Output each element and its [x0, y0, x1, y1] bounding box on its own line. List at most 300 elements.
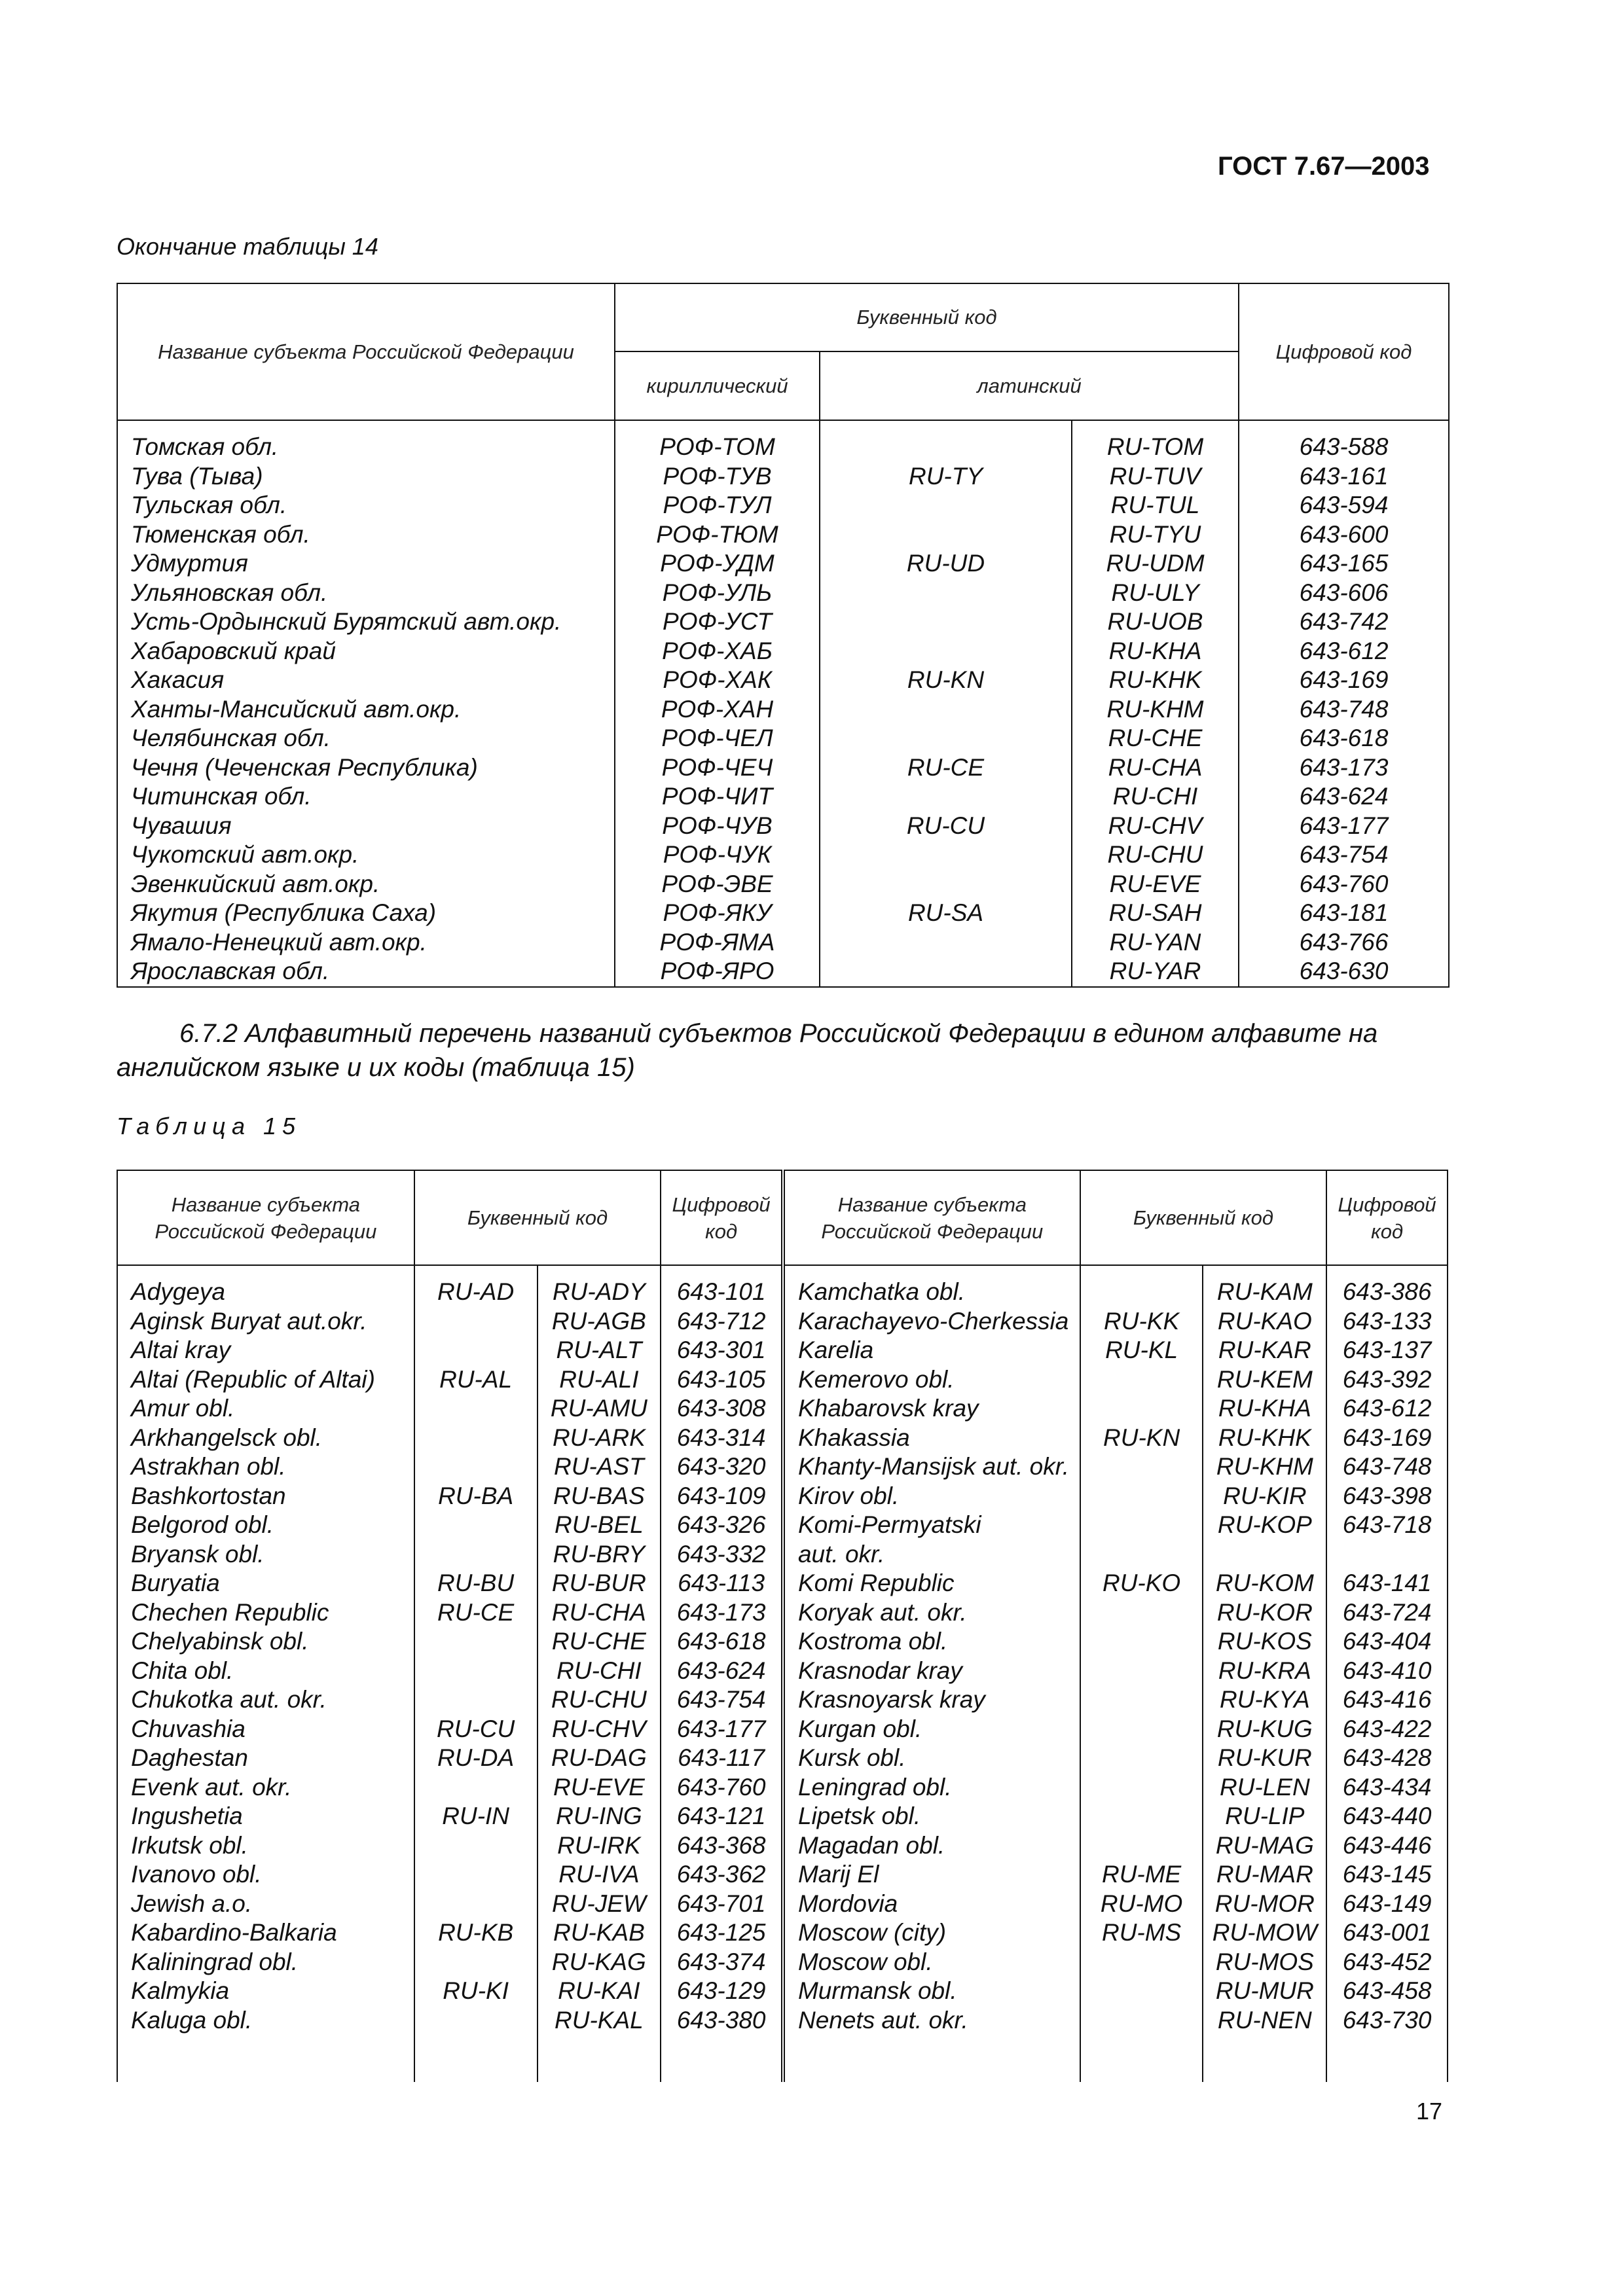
t15-cell-ln: Astrakhan obl. — [117, 1452, 414, 1482]
t14-cell-num: 643-612 — [1239, 637, 1449, 666]
t14-cell-num: 643-742 — [1239, 607, 1449, 637]
t14-cell-name: Тульская обл. — [117, 491, 615, 520]
t15-cell-la2 — [414, 1685, 538, 1715]
t14-cell-lat2 — [820, 607, 1072, 637]
t15-cell-ln: Belgorod obl. — [117, 1511, 414, 1540]
t15-row — [117, 1569, 1448, 1598]
t15-cell-ra2 — [1080, 1365, 1203, 1395]
t15-cell-ra2 — [1080, 1977, 1203, 2006]
t14-cell-cyr: РОФ-ЧЕЛ — [615, 724, 820, 753]
t14-cell-name: Чечня (Чеченская Республика) — [117, 753, 615, 783]
t15-cell-ra3: RU-KRA — [1203, 1657, 1326, 1686]
t15-tail — [117, 2035, 1448, 2082]
t15-cell-ra2: RU-MS — [1080, 1918, 1203, 1948]
t15-cell-ln: Chuvashia — [117, 1715, 414, 1744]
t14-cell-cyr: РОФ-ТОМ — [615, 433, 820, 462]
t15-spacer — [117, 1265, 1448, 1278]
t15-cell-ra2 — [1080, 1452, 1203, 1482]
t15-row — [117, 1948, 1448, 1977]
t14-cell-lat2 — [820, 520, 1072, 550]
t15-cell-ln_num: 643-314 — [661, 1424, 783, 1453]
t15-row — [117, 1744, 1448, 1773]
t14-row — [117, 753, 1449, 783]
t14-row — [117, 928, 1449, 958]
t14-spacer — [117, 420, 1449, 433]
t14-cell-num: 643-165 — [1239, 549, 1449, 579]
t14-cell-name: Ханты-Мансийский авт.окр. — [117, 695, 615, 725]
t14-cell-name: Ульяновская обл. — [117, 579, 615, 608]
t14-cell-cyr: РОФ-ХАБ — [615, 637, 820, 666]
t14-cell-cyr: РОФ-УЛЬ — [615, 579, 820, 608]
t15-row — [117, 1715, 1448, 1744]
t14-cell-lat3: RU-YAN — [1072, 928, 1239, 958]
t15-cell-rn: Marij El — [783, 1860, 1080, 1890]
t15-cell-rn: Komi Republic — [783, 1569, 1080, 1598]
t15-cell-rn_num: 643-458 — [1326, 1977, 1448, 2006]
t15-cell-la3: RU-IVA — [538, 1860, 661, 1890]
t14-cell-lat2: RU-SA — [820, 899, 1072, 928]
t15-cell-ra2 — [1080, 1715, 1203, 1744]
t15-cell-ra2: RU-ME — [1080, 1860, 1203, 1890]
t15-cell-la3: RU-BRY — [538, 1540, 661, 1570]
t15-cell-la2 — [414, 1511, 538, 1540]
t15-cell-la2 — [414, 2006, 538, 2036]
t14-header-latin: латинский — [820, 351, 1239, 420]
t15-cell-rn: Lipetsk obl. — [783, 1802, 1080, 1831]
t14-cell-num: 643-588 — [1239, 433, 1449, 462]
t15-cell-ln_num: 643-113 — [661, 1569, 783, 1598]
t14-cell-name: Тува (Тыва) — [117, 462, 615, 492]
t15-cell-ln: Buryatia — [117, 1569, 414, 1598]
t15-cell-la2 — [414, 1627, 538, 1657]
t15-cell-rn_num: 643-452 — [1326, 1948, 1448, 1977]
t15-cell-ln: Chechen Republic — [117, 1598, 414, 1628]
t15-cell-rn: Moscow (city) — [783, 1918, 1080, 1948]
t15-cell-rn_num: 643-416 — [1326, 1685, 1448, 1715]
t15-cell-ln_num: 643-368 — [661, 1831, 783, 1861]
t14-row — [117, 870, 1449, 899]
t14-cell-lat3: RU-ULY — [1072, 579, 1239, 608]
t14-cell-lat2: RU-KN — [820, 666, 1072, 695]
t15-row — [117, 1278, 1448, 1307]
t15-cell-rn: Kursk obl. — [783, 1744, 1080, 1773]
t15-cell-ra3: RU-MOR — [1203, 1890, 1326, 1919]
t14-cell-num: 643-754 — [1239, 840, 1449, 870]
t14-cell-cyr: РОФ-ТЮМ — [615, 520, 820, 550]
t14-cell-name: Читинская обл. — [117, 782, 615, 812]
t15-cell-ra2: RU-KN — [1080, 1424, 1203, 1453]
t15-header-letter-code-left: Буквенный код — [414, 1170, 661, 1265]
t15-cell-ra3: RU-MOW — [1203, 1918, 1326, 1948]
t15-cell-la3: RU-ADY — [538, 1278, 661, 1307]
t15-cell-la2 — [414, 1948, 538, 1977]
t15-body — [117, 1265, 1448, 2082]
t15-cell-rn_num: 643-386 — [1326, 1278, 1448, 1307]
t15-cell-ra3: RU-KUR — [1203, 1744, 1326, 1773]
t15-cell-la3: RU-ING — [538, 1802, 661, 1831]
t15-cell-ra3: RU-KOM — [1203, 1569, 1326, 1598]
t15-cell-la3: RU-KAI — [538, 1977, 661, 2006]
t15-cell-ln_num: 643-320 — [661, 1452, 783, 1482]
t15-cell-ra3: RU-KHK — [1203, 1424, 1326, 1453]
t15-cell-rn: Murmansk obl. — [783, 1977, 1080, 2006]
t15-cell-rn: aut. okr. — [783, 1540, 1080, 1570]
t15-cell-rn: Mordovia — [783, 1890, 1080, 1919]
t15-row — [117, 1831, 1448, 1861]
t14-header-letter-code: Буквенный код — [615, 283, 1239, 351]
t15-cell-ra2 — [1080, 1627, 1203, 1657]
t15-row — [117, 1685, 1448, 1715]
t14-cell-lat2 — [820, 957, 1072, 987]
t14-row — [117, 433, 1449, 462]
t15-cell-ln: Chukotka aut. okr. — [117, 1685, 414, 1715]
t15-cell-rn_num: 643-446 — [1326, 1831, 1448, 1861]
t15-cell-ln_num: 643-326 — [661, 1511, 783, 1540]
t14-cell-lat2: RU-CE — [820, 753, 1072, 783]
t15-cell-rn_num: 643-137 — [1326, 1336, 1448, 1365]
t15-cell-la2 — [414, 1773, 538, 1803]
t14-cell-lat3: RU-KHK — [1072, 666, 1239, 695]
t15-cell-la2 — [414, 1831, 538, 1861]
t15-cell-ln: Kaluga obl. — [117, 2006, 414, 2036]
t15-cell-ln_num: 643-760 — [661, 1773, 783, 1803]
t15-cell-ra3: RU-KEM — [1203, 1365, 1326, 1395]
t15-cell-rn_num: 643-398 — [1326, 1482, 1448, 1511]
t14-cell-lat2 — [820, 840, 1072, 870]
t14-cell-lat3: RU-YAR — [1072, 957, 1239, 987]
t15-header-digital-code-left: Цифровой код — [661, 1170, 783, 1265]
t14-header-name: Название субъекта Российской Федерации — [117, 283, 615, 420]
t15-cell-la2 — [414, 1657, 538, 1686]
t15-cell-la2: RU-CU — [414, 1715, 538, 1744]
t15-cell-ln: Evenk aut. okr. — [117, 1773, 414, 1803]
t15-cell-ln: Bryansk obl. — [117, 1540, 414, 1570]
t14-cell-num: 643-594 — [1239, 491, 1449, 520]
t15-cell-ln: Jewish a.o. — [117, 1890, 414, 1919]
t15-cell-la3: RU-CHV — [538, 1715, 661, 1744]
t14-cell-lat3: RU-CHV — [1072, 812, 1239, 841]
t14-cell-lat3: RU-CHU — [1072, 840, 1239, 870]
t15-cell-ra2 — [1080, 1802, 1203, 1831]
t14-cell-name: Удмуртия — [117, 549, 615, 579]
t14-row — [117, 840, 1449, 870]
t15-row — [117, 1336, 1448, 1365]
t14-cell-cyr: РОФ-ТУЛ — [615, 491, 820, 520]
table-15 — [117, 1170, 1448, 2082]
t14-cell-name: Хакасия — [117, 666, 615, 695]
t14-cell-cyr: РОФ-ЯКУ — [615, 899, 820, 928]
t15-cell-rn: Koryak aut. okr. — [783, 1598, 1080, 1628]
t14-cell-lat3: RU-TUL — [1072, 491, 1239, 520]
t15-cell-la3: RU-BAS — [538, 1482, 661, 1511]
t14-row — [117, 607, 1449, 637]
t15-cell-la2 — [414, 1394, 538, 1424]
t14-cell-lat2: RU-UD — [820, 549, 1072, 579]
t14-cell-lat2 — [820, 870, 1072, 899]
t15-cell-la2: RU-KI — [414, 1977, 538, 2006]
t15-cell-rn: Magadan obl. — [783, 1831, 1080, 1861]
t15-cell-ln: Chita obl. — [117, 1657, 414, 1686]
t14-cell-name: Эвенкийский авт.окр. — [117, 870, 615, 899]
t15-cell-rn_num: 643-428 — [1326, 1744, 1448, 1773]
t15-cell-ra2 — [1080, 1744, 1203, 1773]
t15-row — [117, 1482, 1448, 1511]
t15-cell-ln_num: 643-624 — [661, 1657, 783, 1686]
t15-cell-la2 — [414, 1452, 538, 1482]
t15-cell-la3: RU-CHU — [538, 1685, 661, 1715]
t15-cell-rn: Kurgan obl. — [783, 1715, 1080, 1744]
t15-cell-rn_num: 643-392 — [1326, 1365, 1448, 1395]
t14-cell-lat3: RU-KHM — [1072, 695, 1239, 725]
t15-cell-ln: Irkutsk obl. — [117, 1831, 414, 1861]
t14-cell-cyr: РОФ-ЧИТ — [615, 782, 820, 812]
t15-cell-ra3: RU-KAM — [1203, 1278, 1326, 1307]
t15-cell-ra2 — [1080, 1685, 1203, 1715]
t15-row — [117, 2006, 1448, 2036]
t15-cell-ln: Kaliningrad obl. — [117, 1948, 414, 1977]
table15-label: Таблица 15 — [117, 1113, 302, 1139]
t14-cell-cyr: РОФ-ЧЕЧ — [615, 753, 820, 783]
t15-header-digital-code-right: Цифровой код — [1326, 1170, 1448, 1265]
t14-cell-name: Чувашия — [117, 812, 615, 841]
t15-cell-ra3 — [1203, 1540, 1326, 1570]
t15-cell-la3: RU-AMU — [538, 1394, 661, 1424]
t15-cell-ra2 — [1080, 1657, 1203, 1686]
t15-cell-la3: RU-JEW — [538, 1890, 661, 1919]
t14-cell-num: 643-766 — [1239, 928, 1449, 958]
t15-cell-la3: RU-ALT — [538, 1336, 661, 1365]
t15-cell-ln: Ivanovo obl. — [117, 1860, 414, 1890]
t14-cell-lat2 — [820, 637, 1072, 666]
t15-cell-la3: RU-DAG — [538, 1744, 661, 1773]
t15-cell-ln_num: 643-754 — [661, 1685, 783, 1715]
t15-cell-la3: RU-KAB — [538, 1918, 661, 1948]
t14-cell-name: Якутия (Республика Саха) — [117, 899, 615, 928]
t15-cell-ra3: RU-MOS — [1203, 1948, 1326, 1977]
table-14 — [117, 283, 1450, 988]
t15-cell-ln: Chelyabinsk obl. — [117, 1627, 414, 1657]
t15-cell-ra3: RU-KUG — [1203, 1715, 1326, 1744]
t15-cell-ra2 — [1080, 1511, 1203, 1540]
t15-cell-ln: Ingushetia — [117, 1802, 414, 1831]
t14-cell-lat2 — [820, 579, 1072, 608]
t15-cell-ln_num: 643-301 — [661, 1336, 783, 1365]
t15-cell-rn: Krasnodar kray — [783, 1657, 1080, 1686]
t15-cell-ra2 — [1080, 1773, 1203, 1803]
t14-cell-cyr: РОФ-ЧУВ — [615, 812, 820, 841]
t15-cell-rn_num — [1326, 1540, 1448, 1570]
t14-header-cyrillic: кириллический — [615, 351, 820, 420]
t15-cell-ln: Altai kray — [117, 1336, 414, 1365]
t15-cell-ra2 — [1080, 1598, 1203, 1628]
t14-row — [117, 491, 1449, 520]
document-code: ГОСТ 7.67—2003 — [1218, 152, 1430, 181]
t14-row — [117, 812, 1449, 841]
section-paragraph: 6.7.2 Алфавитный перечень названий субъектов Российской Федерации в едином алфавите на английском языке и их коды (таблица 15) — [117, 1019, 1378, 1082]
t15-cell-la2: RU-BA — [414, 1482, 538, 1511]
t15-cell-rn: Karelia — [783, 1336, 1080, 1365]
t15-cell-rn_num: 643-141 — [1326, 1569, 1448, 1598]
t14-row — [117, 957, 1449, 987]
t15-cell-ra3: RU-KOR — [1203, 1598, 1326, 1628]
t14-cell-name: Томская обл. — [117, 433, 615, 462]
t15-cell-ra3: RU-KHA — [1203, 1394, 1326, 1424]
t15-cell-ra3: RU-KYA — [1203, 1685, 1326, 1715]
t15-cell-la2: RU-BU — [414, 1569, 538, 1598]
t14-cell-name: Ярославская обл. — [117, 957, 615, 987]
t15-cell-la3: RU-CHE — [538, 1627, 661, 1657]
t15-cell-rn: Khakassia — [783, 1424, 1080, 1453]
t15-cell-la2: RU-CE — [414, 1598, 538, 1628]
t15-cell-rn_num: 643-748 — [1326, 1452, 1448, 1482]
t15-row — [117, 1365, 1448, 1395]
t15-cell-ra2: RU-KO — [1080, 1569, 1203, 1598]
t15-cell-ln_num: 643-362 — [661, 1860, 783, 1890]
t14-header-digital-code: Цифровой код — [1239, 283, 1449, 420]
t14-cell-lat3: RU-CHE — [1072, 724, 1239, 753]
t15-header-letter-code-right: Буквенный код — [1080, 1170, 1326, 1265]
t14-row — [117, 520, 1449, 550]
t14-cell-lat2 — [820, 433, 1072, 462]
t15-cell-rn_num: 643-169 — [1326, 1424, 1448, 1453]
t15-cell-la3: RU-AGB — [538, 1307, 661, 1336]
t14-cell-lat2: RU-TY — [820, 462, 1072, 492]
t15-cell-rn: Khanty-Mansijsk aut. okr. — [783, 1452, 1080, 1482]
t15-cell-ra2: RU-KK — [1080, 1307, 1203, 1336]
t15-cell-ra3: RU-KOS — [1203, 1627, 1326, 1657]
t14-cell-cyr: РОФ-ХАК — [615, 666, 820, 695]
t15-cell-ln_num: 643-712 — [661, 1307, 783, 1336]
t14-cell-cyr: РОФ-ЭВЕ — [615, 870, 820, 899]
t15-cell-rn: Krasnoyarsk kray — [783, 1685, 1080, 1715]
t15-cell-rn: Kirov obl. — [783, 1482, 1080, 1511]
t15-cell-rn_num: 643-410 — [1326, 1657, 1448, 1686]
t14-cell-num: 643-748 — [1239, 695, 1449, 725]
t15-cell-rn: Khabarovsk kray — [783, 1394, 1080, 1424]
t14-row — [117, 899, 1449, 928]
t15-cell-rn: Karachayevo-Cherkessia — [783, 1307, 1080, 1336]
page-number: 17 — [1416, 2098, 1443, 2125]
t15-cell-rn_num: 643-145 — [1326, 1860, 1448, 1890]
t15-cell-la2 — [414, 1336, 538, 1365]
t15-cell-ra3: RU-KAR — [1203, 1336, 1326, 1365]
t15-cell-ln_num: 643-121 — [661, 1802, 783, 1831]
t15-cell-rn_num: 643-434 — [1326, 1773, 1448, 1803]
t15-cell-ln_num: 643-380 — [661, 2006, 783, 2036]
t15-row — [117, 1424, 1448, 1453]
t15-row — [117, 1773, 1448, 1803]
t15-cell-la2 — [414, 1890, 538, 1919]
t15-cell-la2 — [414, 1540, 538, 1570]
t14-cell-name: Тюменская обл. — [117, 520, 615, 550]
t15-row — [117, 1918, 1448, 1948]
t14-cell-lat3: RU-CHI — [1072, 782, 1239, 812]
t15-cell-ln_num: 643-101 — [661, 1278, 783, 1307]
t15-cell-ra2 — [1080, 1948, 1203, 1977]
t14-row — [117, 579, 1449, 608]
t14-row — [117, 782, 1449, 812]
t15-cell-ln_num: 643-308 — [661, 1394, 783, 1424]
t14-cell-lat2 — [820, 695, 1072, 725]
t15-cell-ra2 — [1080, 2006, 1203, 2036]
t15-cell-ra2 — [1080, 1540, 1203, 1570]
t15-cell-rn: Kamchatka obl. — [783, 1278, 1080, 1307]
t15-cell-ln: Aginsk Buryat aut.okr. — [117, 1307, 414, 1336]
t15-cell-ln_num: 643-177 — [661, 1715, 783, 1744]
t15-header-name-right: Название субъекта Российской Федерации — [783, 1170, 1080, 1265]
t15-cell-rn: Leningrad obl. — [783, 1773, 1080, 1803]
t15-cell-ra2 — [1080, 1278, 1203, 1307]
t15-cell-ra2: RU-KL — [1080, 1336, 1203, 1365]
t15-cell-rn_num: 643-001 — [1326, 1918, 1448, 1948]
t14-row — [117, 462, 1449, 492]
t14-cell-name: Хабаровский край — [117, 637, 615, 666]
t14-row — [117, 637, 1449, 666]
t14-cell-num: 643-181 — [1239, 899, 1449, 928]
t14-cell-num: 643-177 — [1239, 812, 1449, 841]
t15-row — [117, 1511, 1448, 1540]
t15-cell-rn: Nenets aut. okr. — [783, 2006, 1080, 2036]
t15-cell-ra3: RU-MAR — [1203, 1860, 1326, 1890]
t15-row — [117, 1540, 1448, 1570]
t15-row — [117, 1307, 1448, 1336]
t14-cell-num: 643-600 — [1239, 520, 1449, 550]
t15-row — [117, 1860, 1448, 1890]
t14-row — [117, 549, 1449, 579]
t15-cell-rn: Moscow obl. — [783, 1948, 1080, 1977]
t15-row — [117, 1394, 1448, 1424]
t15-row — [117, 1627, 1448, 1657]
t14-body — [117, 420, 1449, 987]
t14-cell-name: Ямало-Ненецкий авт.окр. — [117, 928, 615, 958]
t15-cell-ln: Bashkortostan — [117, 1482, 414, 1511]
t14-cell-lat3: RU-EVE — [1072, 870, 1239, 899]
t15-cell-rn: Kemerovo obl. — [783, 1365, 1080, 1395]
t15-cell-ln_num: 643-105 — [661, 1365, 783, 1395]
t15-cell-ra3: RU-NEN — [1203, 2006, 1326, 2036]
t14-cell-lat3: RU-TYU — [1072, 520, 1239, 550]
t15-cell-la3: RU-IRK — [538, 1831, 661, 1861]
t14-cell-lat2: RU-CU — [820, 812, 1072, 841]
t15-cell-la3: RU-EVE — [538, 1773, 661, 1803]
t15-cell-rn_num: 643-440 — [1326, 1802, 1448, 1831]
t15-cell-ln_num: 643-109 — [661, 1482, 783, 1511]
t14-cell-name: Чукотский авт.окр. — [117, 840, 615, 870]
t15-cell-la3: RU-KAL — [538, 2006, 661, 2036]
t15-cell-ln_num: 643-125 — [661, 1918, 783, 1948]
t15-cell-ra3: RU-KOP — [1203, 1511, 1326, 1540]
t15-cell-rn_num: 643-133 — [1326, 1307, 1448, 1336]
t14-cell-cyr: РОФ-ЯРО — [615, 957, 820, 987]
t14-cell-lat3: RU-UOB — [1072, 607, 1239, 637]
t14-cell-lat2 — [820, 782, 1072, 812]
t15-cell-rn_num: 643-404 — [1326, 1627, 1448, 1657]
table14-continuation-label: Окончание таблицы 14 — [117, 233, 378, 260]
t15-cell-ln_num: 643-173 — [661, 1598, 783, 1628]
t15-cell-ra3: RU-MAG — [1203, 1831, 1326, 1861]
t15-cell-la2: RU-DA — [414, 1744, 538, 1773]
t15-cell-la3: RU-BEL — [538, 1511, 661, 1540]
t15-row — [117, 1890, 1448, 1919]
t14-cell-num: 643-169 — [1239, 666, 1449, 695]
t15-cell-ra2 — [1080, 1482, 1203, 1511]
t15-cell-la2: RU-IN — [414, 1802, 538, 1831]
t14-cell-num: 643-161 — [1239, 462, 1449, 492]
t15-cell-rn_num: 643-149 — [1326, 1890, 1448, 1919]
t14-cell-cyr: РОФ-УДМ — [615, 549, 820, 579]
t14-cell-lat2 — [820, 928, 1072, 958]
t14-cell-lat3: RU-TUV — [1072, 462, 1239, 492]
